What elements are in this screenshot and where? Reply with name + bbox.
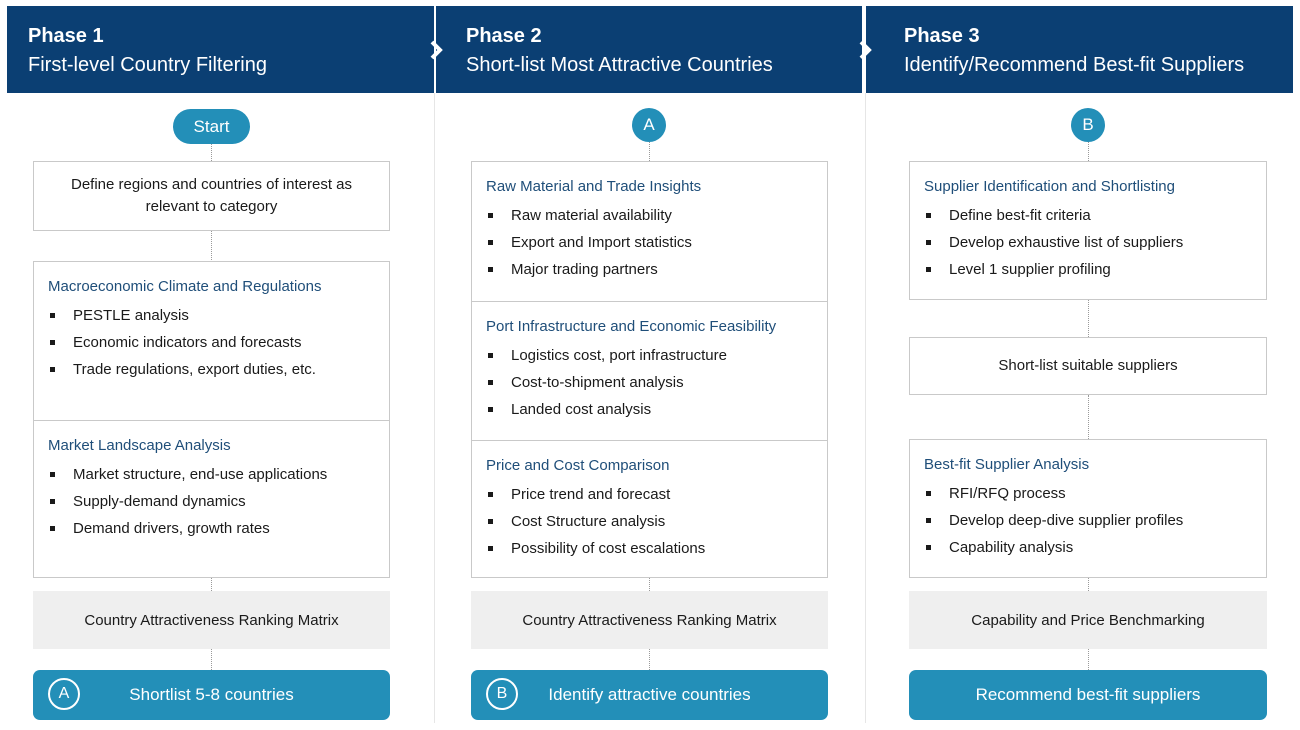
shortlist-suppliers-text: Short-list suitable suppliers <box>998 357 1178 374</box>
list-item: Demand drivers, growth rates <box>48 515 375 542</box>
analysis-section <box>910 162 1266 301</box>
connector-line <box>1088 578 1089 591</box>
section-title: Best-fit Supplier Analysis <box>924 456 1090 473</box>
connector-line <box>1088 300 1089 337</box>
phase-3-title: Identify/Recommend Best-fit Suppliers <box>904 54 1245 76</box>
phase-3-label: Phase 3 <box>904 25 980 47</box>
list-item: Major trading partners <box>486 256 813 283</box>
outcome-label: Identify attractive countries <box>548 685 751 704</box>
analysis-section <box>472 301 827 440</box>
ranking-matrix-box: Country Attractiveness Ranking Matrix <box>33 591 390 649</box>
marker-b-badge: B <box>486 678 518 710</box>
list-item: Develop deep-dive supplier profiles <box>924 507 1252 534</box>
connector-line <box>211 649 212 670</box>
column-divider <box>865 93 866 723</box>
list-item: PESTLE analysis <box>48 302 375 329</box>
list-item: Trade regulations, export duties, etc. <box>48 356 375 383</box>
list-item: Economic indicators and forecasts <box>48 329 375 356</box>
outcome-label: Recommend best-fit suppliers <box>975 685 1201 704</box>
list-item: RFI/RFQ process <box>924 480 1252 507</box>
marker-a-badge: A <box>632 108 666 142</box>
phase-3-outcome <box>909 670 1267 720</box>
list-item: Level 1 supplier profiling <box>924 256 1252 283</box>
phase-2-label: Phase 2 <box>466 25 542 47</box>
outcome-label: Shortlist 5-8 countries <box>129 685 294 704</box>
section-title: Macroeconomic Climate and Regulations <box>48 278 322 295</box>
list-item: Price trend and forecast <box>486 481 813 508</box>
define-regions-text: Define regions and countries of interest as relevant to category <box>71 176 352 215</box>
phase-1-analysis-box <box>33 261 390 578</box>
phase-2-analysis-box <box>471 161 828 578</box>
connector-line <box>1088 649 1089 670</box>
define-regions-box <box>33 161 390 231</box>
connector-line <box>211 231 212 262</box>
list-item: Cost-to-shipment analysis <box>486 369 813 396</box>
chevron-right-icon <box>858 40 872 60</box>
analysis-section <box>34 420 389 578</box>
connector-line <box>649 142 650 161</box>
section-title: Price and Cost Comparison <box>486 457 670 474</box>
section-title: Market Landscape Analysis <box>48 437 231 454</box>
connector-line <box>211 144 212 161</box>
connector-line <box>649 649 650 670</box>
analysis-section <box>910 440 1266 579</box>
list-item: Supply-demand dynamics <box>48 488 375 515</box>
list-item: Market structure, end-use applications <box>48 461 375 488</box>
benchmarking-box: Capability and Price Benchmarking <box>909 591 1267 649</box>
supplier-identification-box <box>909 161 1267 300</box>
list-item: Possibility of cost escalations <box>486 535 813 562</box>
list-item: Capability analysis <box>924 534 1252 561</box>
phase-2-outcome <box>471 670 828 720</box>
column-divider <box>434 93 435 723</box>
analysis-section <box>472 440 827 578</box>
phase-2-header <box>436 6 862 93</box>
phase-1-outcome <box>33 670 390 720</box>
phase-1-header <box>7 6 434 93</box>
list-item: Define best-fit criteria <box>924 202 1252 229</box>
phase-1-title: First-level Country Filtering <box>28 54 267 76</box>
best-fit-analysis-box <box>909 439 1267 578</box>
list-item: Cost Structure analysis <box>486 508 813 535</box>
list-item: Export and Import statistics <box>486 229 813 256</box>
marker-a-badge: A <box>48 678 80 710</box>
phase-2-title: Short-list Most Attractive Countries <box>466 54 773 76</box>
section-title: Supplier Identification and Shortlisting <box>924 178 1175 195</box>
analysis-section <box>472 162 827 301</box>
phase-1-label: Phase 1 <box>28 25 104 47</box>
connector-line <box>649 578 650 591</box>
list-item: Develop exhaustive list of suppliers <box>924 229 1252 256</box>
marker-b-badge: B <box>1071 108 1105 142</box>
ranking-matrix-box: Country Attractiveness Ranking Matrix <box>471 591 828 649</box>
analysis-section <box>34 262 389 420</box>
chevron-right-icon <box>429 40 443 60</box>
section-title: Port Infrastructure and Economic Feasibility <box>486 318 777 335</box>
list-item: Landed cost analysis <box>486 396 813 423</box>
connector-line <box>1088 142 1089 161</box>
section-title: Raw Material and Trade Insights <box>486 178 702 195</box>
connector-line <box>211 578 212 591</box>
start-pill: Start <box>173 109 250 144</box>
shortlist-suppliers-box <box>909 337 1267 395</box>
list-item: Logistics cost, port infrastructure <box>486 342 813 369</box>
connector-line <box>1088 395 1089 439</box>
phase-3-header <box>866 6 1293 93</box>
list-item: Raw material availability <box>486 202 813 229</box>
